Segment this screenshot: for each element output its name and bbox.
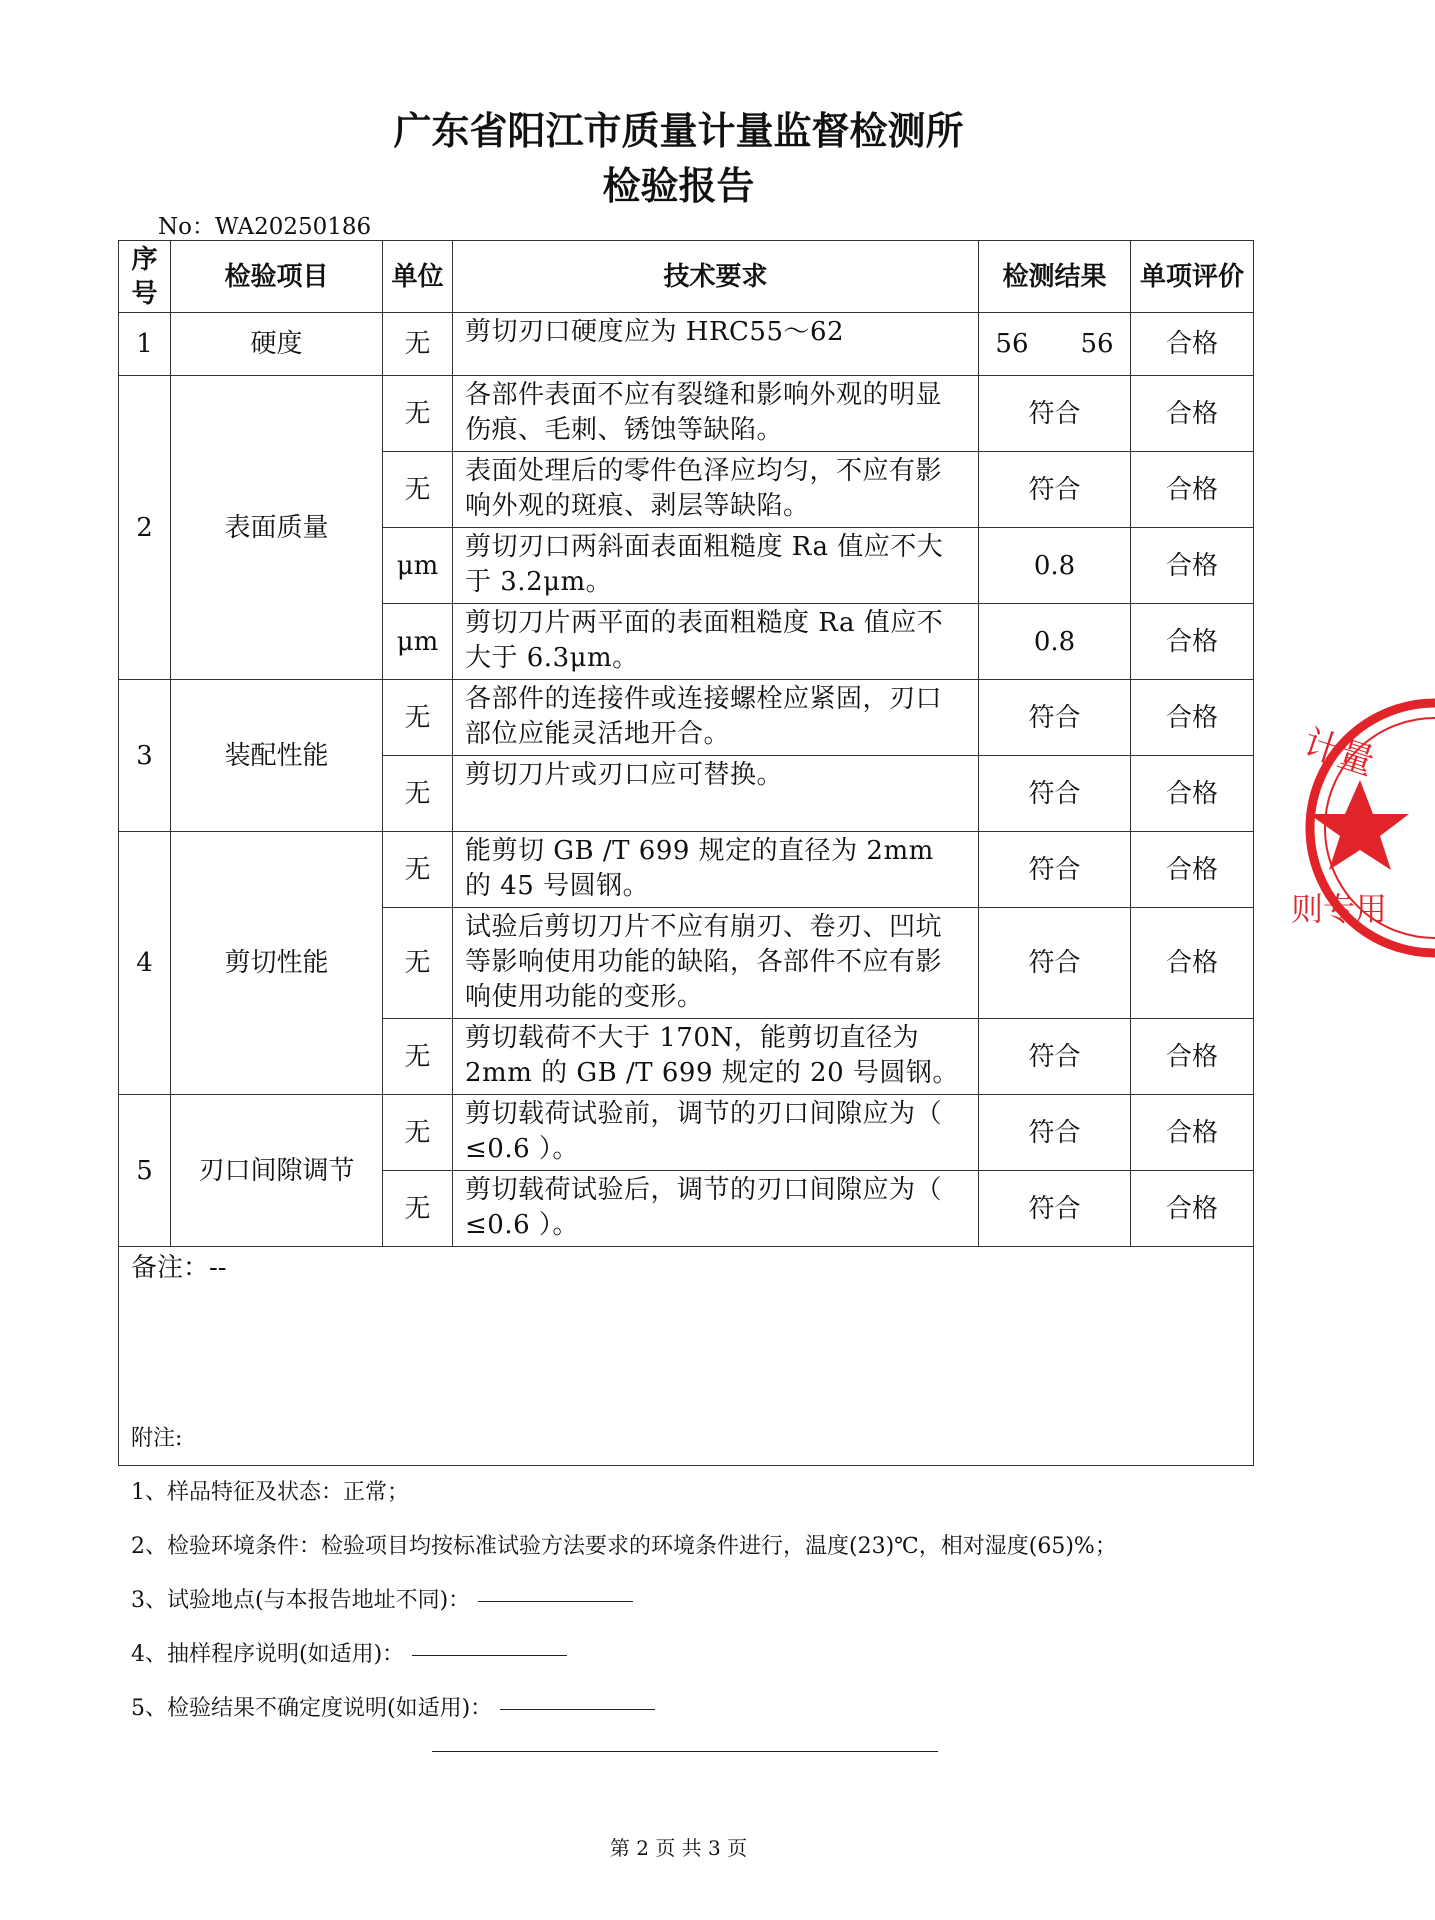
unit-cell: 无	[383, 313, 453, 376]
note-3	[131, 1583, 633, 1614]
seq-cell: 5	[119, 1095, 171, 1247]
result-cell: 符合	[979, 452, 1131, 528]
seq-cell: 1	[119, 313, 171, 376]
header-seq: 序号	[119, 241, 171, 313]
report-title: 检验报告	[602, 164, 755, 208]
result-cell: 符合	[979, 1095, 1131, 1171]
header-requirement: 技术要求	[453, 241, 979, 313]
result-cell: 56 56	[979, 313, 1131, 376]
table-header-row	[119, 241, 1254, 313]
evaluation-cell: 合格	[1131, 604, 1254, 680]
result-cell: 0.8	[979, 604, 1131, 680]
result-cell: 符合	[979, 908, 1131, 1019]
item-cell: 表面质量	[171, 376, 383, 680]
result-cell: 0.8	[979, 528, 1131, 604]
report-number: No：WA20250186	[158, 214, 372, 240]
end-rule	[432, 1751, 938, 1752]
seq-cell: 4	[119, 832, 171, 1095]
unit-cell: 无	[383, 908, 453, 1019]
org-title: 广东省阳江市质量计量监督检测所	[393, 109, 964, 153]
requirement-cell: 能剪切 GB /T 699 规定的直径为 2mm 的 45 号圆钢。	[453, 832, 979, 908]
requirement-cell: 剪切刀片两平面的表面粗糙度 Ra 值应不大于 6.3μm。	[453, 604, 979, 680]
table-row	[119, 1095, 1254, 1171]
header-item: 检验项目	[171, 241, 383, 313]
item-cell: 装配性能	[171, 680, 383, 832]
unit-cell: 无	[383, 1019, 453, 1095]
note-5	[131, 1691, 655, 1722]
requirement-cell: 各部件表面不应有裂缝和影响外观的明显伤痕、毛刺、锈蚀等缺陷。	[453, 376, 979, 452]
remark-cell: 备注：--	[119, 1247, 1254, 1466]
result-cell: 符合	[979, 376, 1131, 452]
requirement-cell: 剪切载荷试验后，调节的刃口间隙应为（ ≤0.6 ）。	[453, 1171, 979, 1247]
blank-line	[478, 1601, 633, 1602]
note-3-text: 3、试验地点(与本报告地址不同)：	[131, 1588, 471, 1613]
evaluation-cell: 合格	[1131, 1095, 1254, 1171]
blank-line	[412, 1655, 567, 1656]
note-5-text: 5、检验结果不确定度说明(如适用)：	[131, 1696, 493, 1721]
official-seal-stamp	[1285, 698, 1435, 958]
table-row	[119, 680, 1254, 756]
evaluation-cell: 合格	[1131, 528, 1254, 604]
evaluation-cell: 合格	[1131, 832, 1254, 908]
requirement-cell: 各部件的连接件或连接螺栓应紧固，刃口部位应能灵活地开合。	[453, 680, 979, 756]
unit-cell: 无	[383, 452, 453, 528]
result-cell: 符合	[979, 1019, 1131, 1095]
evaluation-cell: 合格	[1131, 376, 1254, 452]
table-row	[119, 376, 1254, 452]
unit-cell: 无	[383, 832, 453, 908]
item-cell: 剪切性能	[171, 832, 383, 1095]
page-number: 第 2 页 共 3 页	[609, 1836, 748, 1860]
requirement-cell: 剪切载荷试验前，调节的刃口间隙应为（ ≤0.6 ）。	[453, 1095, 979, 1171]
unit-cell: 无	[383, 1095, 453, 1171]
header-unit: 单位	[383, 241, 453, 313]
item-cell: 硬度	[171, 313, 383, 376]
requirement-cell: 剪切载荷不大于 170N，能剪切直径为 2mm 的 GB /T 699 规定的 20 号圆钢。	[453, 1019, 979, 1095]
result-cell: 符合	[979, 1171, 1131, 1247]
result-cell: 符合	[979, 680, 1131, 756]
evaluation-cell: 合格	[1131, 680, 1254, 756]
notes-heading: 附注:	[131, 1426, 183, 1451]
seq-cell: 2	[119, 376, 171, 680]
requirement-cell: 剪切刃口两斜面表面粗糙度 Ra 值应不大于 3.2μm。	[453, 528, 979, 604]
remark-row	[119, 1247, 1254, 1466]
requirement-cell: 剪切刃口硬度应为 HRC55～62	[453, 313, 979, 376]
blank-line	[500, 1709, 655, 1710]
result-cell: 符合	[979, 756, 1131, 832]
inspection-table	[118, 240, 1254, 1466]
table-row	[119, 832, 1254, 908]
note-4-text: 4、抽样程序说明(如适用)：	[131, 1642, 405, 1667]
note-1: 1、样品特征及状态：正常；	[131, 1480, 409, 1505]
evaluation-cell: 合格	[1131, 756, 1254, 832]
item-cell: 刃口间隙调节	[171, 1095, 383, 1247]
unit-cell: 无	[383, 376, 453, 452]
evaluation-cell: 合格	[1131, 908, 1254, 1019]
evaluation-cell: 合格	[1131, 313, 1254, 376]
table-row	[119, 313, 1254, 376]
requirement-cell: 表面处理后的零件色泽应均匀，不应有影响外观的斑痕、剥层等缺陷。	[453, 452, 979, 528]
seq-cell: 3	[119, 680, 171, 832]
unit-cell: μm	[383, 528, 453, 604]
unit-cell: 无	[383, 756, 453, 832]
requirement-cell: 试验后剪切刀片不应有崩刃、卷刃、凹坑等影响使用功能的缺陷，各部件不应有影响使用功能的变形。	[453, 908, 979, 1019]
header-evaluation: 单项评价	[1131, 241, 1254, 313]
unit-cell: 无	[383, 680, 453, 756]
evaluation-cell: 合格	[1131, 452, 1254, 528]
unit-cell: μm	[383, 604, 453, 680]
note-2: 2、检验环境条件：检验项目均按标准试验方法要求的环境条件进行，温度(23)℃，相对湿度(65)%；	[131, 1534, 1117, 1559]
note-4	[131, 1637, 567, 1668]
header-result: 检测结果	[979, 241, 1131, 313]
unit-cell: 无	[383, 1171, 453, 1247]
evaluation-cell: 合格	[1131, 1019, 1254, 1095]
result-cell: 符合	[979, 832, 1131, 908]
requirement-cell: 剪切刀片或刃口应可替换。	[453, 756, 979, 832]
evaluation-cell: 合格	[1131, 1171, 1254, 1247]
svg-text:计量: 计量	[1298, 722, 1380, 784]
svg-text:则专用: 则专用	[1291, 890, 1388, 928]
